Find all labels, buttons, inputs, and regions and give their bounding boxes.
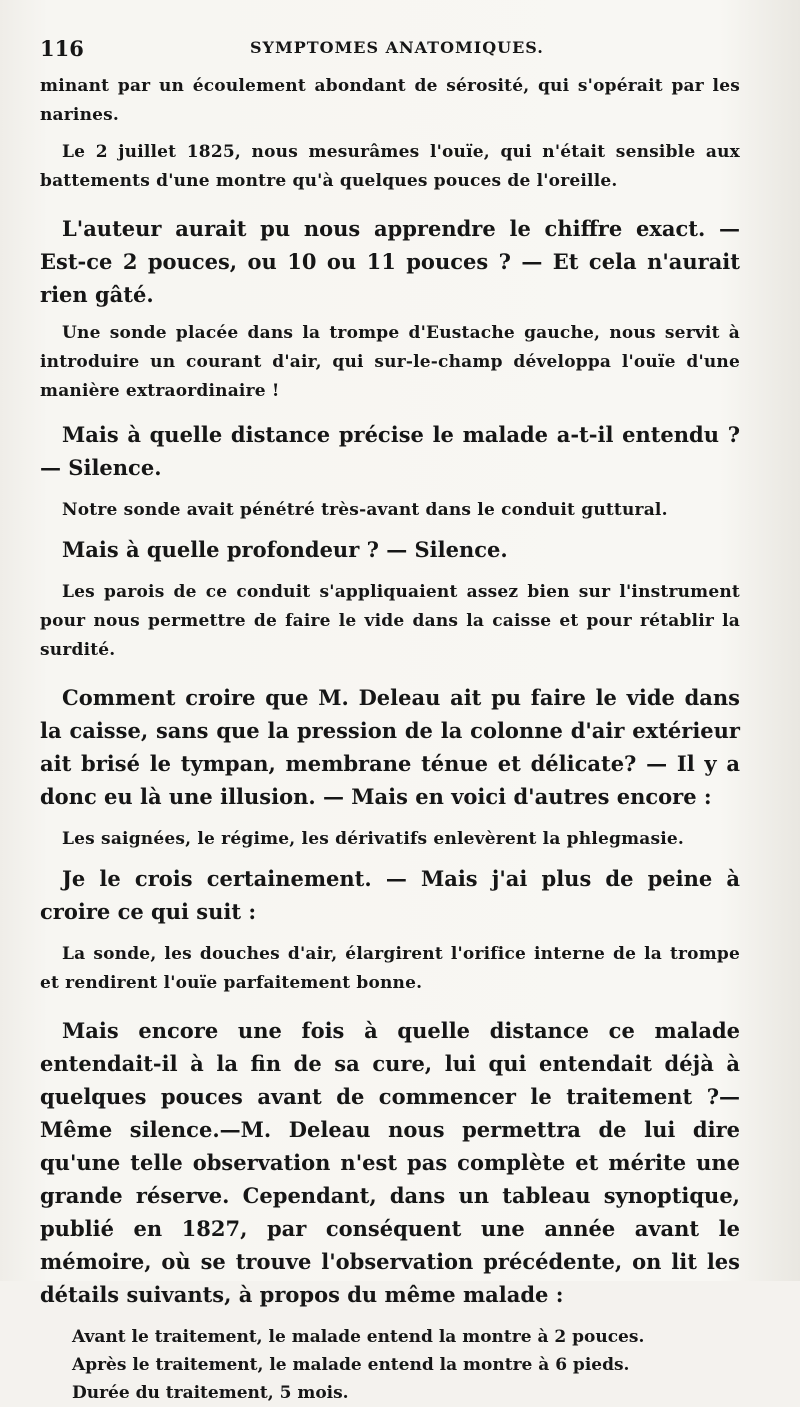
table-line: Durée du traitement, 5 mois. <box>72 1383 349 1403</box>
paragraph-comment: L'auteur aurait pu nous apprendre le chiffre exact. — Est-ce 2 pouces, ou 10 ou 11 pouces ? — Et cela n'aurait rien gâté. <box>40 216 740 307</box>
table-line: Avant le traitement, le malade entend la montre à 2 pouces. <box>72 1327 645 1347</box>
paragraph-comment: Mais à quelle distance précise le malade a-t-il entendu ? — Silence. <box>40 422 740 480</box>
page-number: 116 <box>40 36 84 61</box>
running-head <box>40 36 760 60</box>
running-title: SYMPTOMES ANATOMIQUES. <box>250 38 544 57</box>
paragraph-citation: Une sonde placée dans la trompe d'Eustache gauche, nous servit à introduire un courant d'air, qui sur-le-champ développa l'ouïe d'une manière extraordinaire ! <box>40 323 740 401</box>
body-text <box>40 72 740 1407</box>
paragraph-citation: Les saignées, le régime, les dérivatifs enlevèrent la phlegmasie. <box>62 829 685 849</box>
paragraph-citation: Notre sonde avait pénétré très-avant dans le conduit guttural. <box>62 500 668 520</box>
paragraph-comment: Comment croire que M. Deleau ait pu faire le vide dans la caisse, sans que la pression de la colonne d'air extérieur ait brisé le tympan, membrane ténue et délicate? — Il y a donc eu là une illusion. — Mais en voici d'autres encore : <box>40 685 740 809</box>
paragraph-citation: La sonde, les douches d'air, élargirent l'orifice interne de la trompe et rendirent l'ouïe parfaitement bonne. <box>40 944 740 993</box>
paragraph-comment: Je le crois certainement. — Mais j'ai plus de peine à croire ce qui suit : <box>40 866 740 924</box>
paragraph-comment: Mais encore une fois à quelle distance ce malade entendait-il à la fin de sa cure, lui qui entendait déjà à quelques pouces avant de commencer le traitement ?—Même silence.—M. Deleau nous permettra de lui dire qu'une telle observation n'est pas complète et mérite une grande réserve. Cependant, dans un tableau synoptique, publié en 1827, par conséquent une année avant le mémoire, où se trouve l'observation précédente, on lit les détails suivants, à propos du même malade : <box>40 1018 740 1307</box>
paragraph-citation: Les parois de ce conduit s'appliquaient assez bien sur l'instrument pour nous permettre de faire le vide dans la caisse et pour rétablir la surdité. <box>40 582 740 660</box>
paragraph-comment: Mais à quelle profondeur ? — Silence. <box>62 537 508 562</box>
paragraph-citation: Le 2 juillet 1825, nous mesurâmes l'ouïe, qui n'était sensible aux battements d'une montre qu'à quelques pouces de l'oreille. <box>40 142 740 191</box>
table-line: Après le traitement, le malade entend la montre à 6 pieds. <box>72 1355 630 1375</box>
synoptic-table-excerpt <box>40 1323 740 1407</box>
paragraph-continuation: minant par un écoulement abondant de sérosité, qui s'opérait par les narines. <box>40 76 740 125</box>
